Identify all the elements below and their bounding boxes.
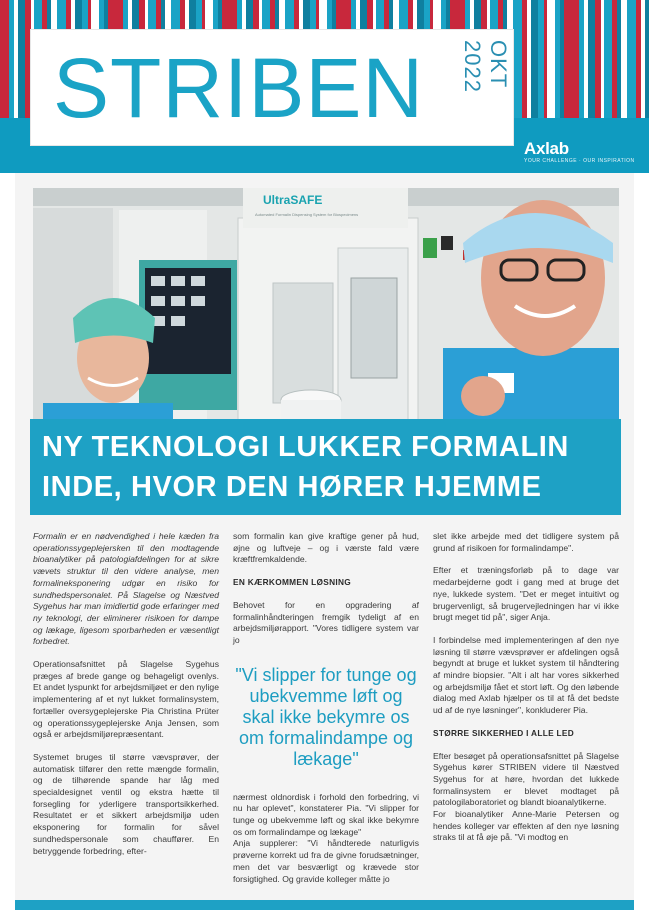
article-column-2 — [233, 531, 419, 896]
headline-line-1: NY TEKNOLOGI LUKKER FORMALIN — [42, 431, 569, 463]
body-paragraph: Anja supplerer: "Vi håndterede naturligvis prøverne korrekt ud fra de givne forudsætninger, men det var besværligt og krævede stor forsigtighed. Og gravide kolleger måtte jo — [233, 838, 419, 884]
banner-stripe — [18, 0, 25, 130]
body-paragraph: som formalin kan give kraftige gener på hud, øjne og luftveje – og i værste fald være kræftfremkaldende. — [233, 531, 419, 565]
body-paragraph: slet ikke arbejde med det tidligere system på grund af risikoen for formalindampe". — [433, 531, 619, 553]
headline-line-2: INDE, HVOR DEN HØRER HJEMME — [42, 471, 542, 503]
banner-stripe — [513, 0, 522, 130]
banner-stripe — [544, 0, 547, 130]
banner-stripe — [584, 0, 588, 130]
banner-stripe — [0, 0, 9, 130]
banner-stripe — [617, 0, 621, 130]
banner-stripe — [538, 0, 544, 130]
body-paragraph: nærmest oldnordisk i forhold den forbedring, vi nu har oplevet", konstaterer Pia. "Vi slipper for tunge og ubekvemme løft og skal ikke bekymre os om formalindampe og lækage" — [233, 791, 419, 837]
subheading: EN KÆRKOMMEN LØSNING — [233, 577, 352, 588]
body-paragraph: Operationsafsnittet på Slagelse Sygehus præges af brede gange og behageligt ovenlys. Et andet lyspunkt for arbejdsmiljøet er den nylige implementering af et nyt lukket formalinsystem, fortæller oversygeplejerske Pia Christina Prüter og operationssygeplejerske Anja Jensen, som også er arbejdsmiljørepræsentant. — [33, 659, 219, 740]
banner-stripe — [627, 0, 636, 130]
banner-stripe — [636, 0, 641, 130]
subheading: STØRRE SIKKERHED I ALLE LED — [433, 727, 575, 738]
article-column-3 — [433, 531, 619, 855]
banner-stripe — [612, 0, 617, 130]
body-paragraph: Behovet for en opgradering af formalinhåndteringen fremgik tydeligt af en arbejdsmiljørapport. "Vores tidligere system var jo — [233, 599, 419, 645]
article-column-1 — [33, 531, 219, 868]
banner-stripe — [564, 0, 570, 130]
masthead — [0, 0, 649, 173]
axlab-logo — [524, 140, 635, 165]
banner-stripe — [604, 0, 612, 130]
banner-stripe — [14, 0, 18, 130]
logo-wordmark: Axlab — [524, 139, 569, 158]
pull-quote: "Vi slipper for tunge og ubekvemme løft og skal ikke bekymre os om formalindampe og lækage" — [235, 664, 417, 769]
body-paragraph: Systemet bruges til større vævsprøver, der automatisk tilfører den rette mængde formalin, og de tilhørende spande har låg med specialdesignet ventil og ekstra hætte til forsegling for yderligere transportsikkerhed. Resultatet er et sikkert arbejdsmiljø uden eksponering for formalin for såvel sundhedspersonale som chauffører. En betryggende forbedring, efter- — [33, 751, 219, 856]
banner-stripe — [645, 0, 649, 130]
headline-banner — [30, 419, 621, 515]
article-photo — [33, 188, 619, 433]
logo-tagline: YOUR CHALLENGE · OUR INSPIRATION — [524, 158, 635, 164]
banner-stripe — [621, 0, 627, 130]
issue-date: OKT 2022 — [460, 40, 511, 93]
banner-stripe — [570, 0, 579, 130]
body-paragraph: Efter besøget på operationsafsnittet på Slagelse Sygehus kører STRIBEN videre til Næstved Sygehus for at høre, hvordan det lukkede formalinsystem er blevet modtaget på patologilaboratoriet og blandt bioanalytikerne. — [433, 750, 619, 808]
device-sublabel: Automated Formalin Dispensing System for Biospecimens — [255, 212, 359, 217]
banner-stripe — [522, 0, 527, 130]
banner-stripe — [560, 0, 564, 130]
magazine-title: STRIBEN — [53, 41, 425, 135]
banner-stripe — [579, 0, 584, 130]
banner-stripe — [547, 0, 555, 130]
bottom-rule — [15, 900, 634, 910]
banner-stripe — [555, 0, 560, 130]
banner-stripe — [588, 0, 595, 130]
banner-stripe — [595, 0, 601, 130]
banner-stripe — [531, 0, 538, 130]
body-paragraph: Efter et træningsforløb på to dage var medarbejderne godt i gang med at bruge det nye, lukkede system. "Det er meget intuitivt og brugervenligt, så brugervejledningen har vi ikke brugt meget tid på", siger Anja. — [433, 565, 619, 623]
device-label: UltraSAFE — [263, 193, 323, 207]
banner-stripe — [601, 0, 604, 130]
body-paragraph: For bioanalytiker Anne-Marie Petersen og hendes kolleger var effekten af den nye løsning straks til at få øje på. "Vi modtog en — [433, 809, 619, 843]
lab-photo-illustration — [33, 188, 619, 433]
body-paragraph: I forbindelse med implementeringen af den nye løsning til større vævsprøver er afdelingen også begyndt at bruge et lukket system til håndtering af mindre biopsier. "Alt i alt har vores sikkerhed og arbejdsmiljø fået et stort løft. Og den løbende dialog med Axlab hjælper os til at få det bedste ud af de nye løsninger", konkluderer Pia. — [433, 634, 619, 716]
banner-stripe — [527, 0, 531, 130]
banner-stripe — [641, 0, 645, 130]
lead-paragraph: Formalin er en nødvendighed i hele kæden fra operationssygeplejersken til den modtagende bioanalytiker på patologiafdelingen for at sikre vævets struktur til den videre analyse, men formalineksponering udgør en risiko for sundhedspersonalet. På Slagelse og Næstved Sygehus har man imidlertid gode erfaringer med ny teknologi, der eliminerer risikoen for dampe og lækage, ligesom sporbarheden er væsentligt forbedret. — [33, 531, 219, 647]
article — [15, 173, 634, 910]
title-box — [30, 29, 514, 146]
banner-stripe — [9, 0, 14, 130]
